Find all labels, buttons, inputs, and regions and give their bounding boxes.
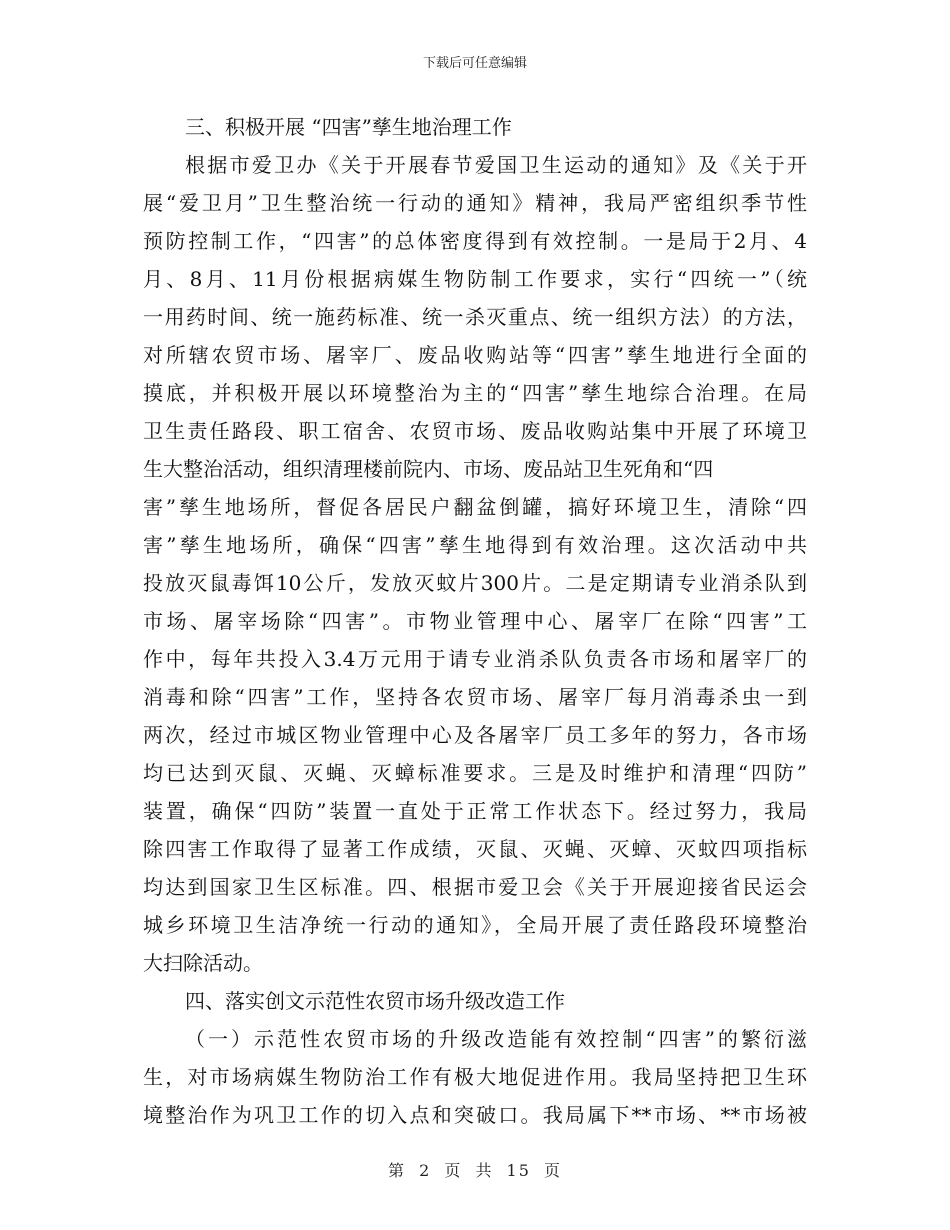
paragraph-line: 两次，经过市城区物业管理中心及各屠宰厂员工多年的努力，各市场 xyxy=(143,723,807,747)
paragraph-line: 预防控制工作，“四害”的总体密度得到有效控制。一是局于2月、4 xyxy=(143,229,807,253)
paragraph-line: （一）示范性农贸市场的升级改造能有效控制“四害”的繁衍滋 xyxy=(185,1027,807,1051)
paragraph-line: 对所辖农贸市场、屠宰厂、废品收购站等“四害”孳生地进行全面的 xyxy=(143,343,807,367)
document-body xyxy=(143,108,807,1134)
paragraph-line: 生大整治活动，组织清理楼前院内、市场、废品站卫生死角和“四 xyxy=(143,457,714,481)
paragraph-line: 市场、屠宰场除“四害”。市物业管理中心、屠宰厂在除“四害”工 xyxy=(143,609,807,633)
paragraph-line: 城乡环境卫生洁净统一行动的通知》，全局开展了责任路段环境整治 xyxy=(143,913,807,937)
paragraph-line: 均达到国家卫生区标准。四、根据市爱卫会《关于开展迎接省民运会 xyxy=(143,875,807,899)
paragraph-line: 摸底，并积极开展以环境整治为主的“四害”孳生地综合治理。在局 xyxy=(143,381,807,405)
paragraph-line: 根据市爱卫办《关于开展春节爱国卫生运动的通知》及《关于开 xyxy=(185,153,807,177)
paragraph-line: 展“爱卫月”卫生整治统一行动的通知》精神，我局严密组织季节性 xyxy=(143,191,807,215)
paragraph-line: 大扫除活动。 xyxy=(143,951,263,975)
paragraph-line: 境整治作为巩卫工作的切入点和突破口。我局属下**市场、**市场被 xyxy=(143,1103,807,1127)
paragraph-line: 一用药时间、统一施药标准、统一杀灭重点、统一组织方法）的方法， xyxy=(143,305,807,329)
paragraph-line: 除四害工作取得了显著工作成绩，灭鼠、灭蝇、灭蟑、灭蚊四项指标 xyxy=(143,837,807,861)
paragraph-line: 装置，确保“四防”装置一直处于正常工作状态下。经过努力，我局 xyxy=(143,799,807,823)
section-heading-4: 四、落实创文示范性农贸市场升级改造工作 xyxy=(185,989,565,1013)
paragraph-line: 均已达到灭鼠、灭蝇、灭蟑标准要求。三是及时维护和清理“四防” xyxy=(143,761,807,785)
page-header-note: 下载后可任意编辑 xyxy=(422,56,527,71)
paragraph-line: 害”孳生地场所，确保“四害”孳生地得到有效治理。这次活动中共 xyxy=(143,533,807,557)
section-heading-3: 三、积极开展 “四害”孳生地治理工作 xyxy=(185,115,512,139)
paragraph-line: 消毒和除“四害”工作，坚持各农贸市场、屠宰厂每月消毒杀虫一到 xyxy=(143,685,807,709)
paragraph-line: 害”孳生地场所，督促各居民户翻盆倒罐，搞好环境卫生，清除“四 xyxy=(143,495,807,519)
paragraph-line: 月、8月、11月份根据病媒生物防制工作要求，实行“四统一”（统 xyxy=(143,267,807,291)
paragraph-line: 生，对市场病媒生物防治工作有极大地促进作用。我局坚持把卫生环 xyxy=(143,1065,807,1089)
page-number: 第 2 页 共 15 页 xyxy=(388,1161,562,1180)
paragraph-line: 投放灭鼠毒饵10公斤，发放灭蚊片300片。二是定期请专业消杀队到 xyxy=(143,571,807,595)
paragraph-line: 卫生责任路段、职工宿舍、农贸市场、废品收购站集中开展了环境卫 xyxy=(143,419,807,443)
paragraph-line: 作中，每年共投入3.4万元用于请专业消杀队负责各市场和屠宰厂的 xyxy=(143,647,807,671)
